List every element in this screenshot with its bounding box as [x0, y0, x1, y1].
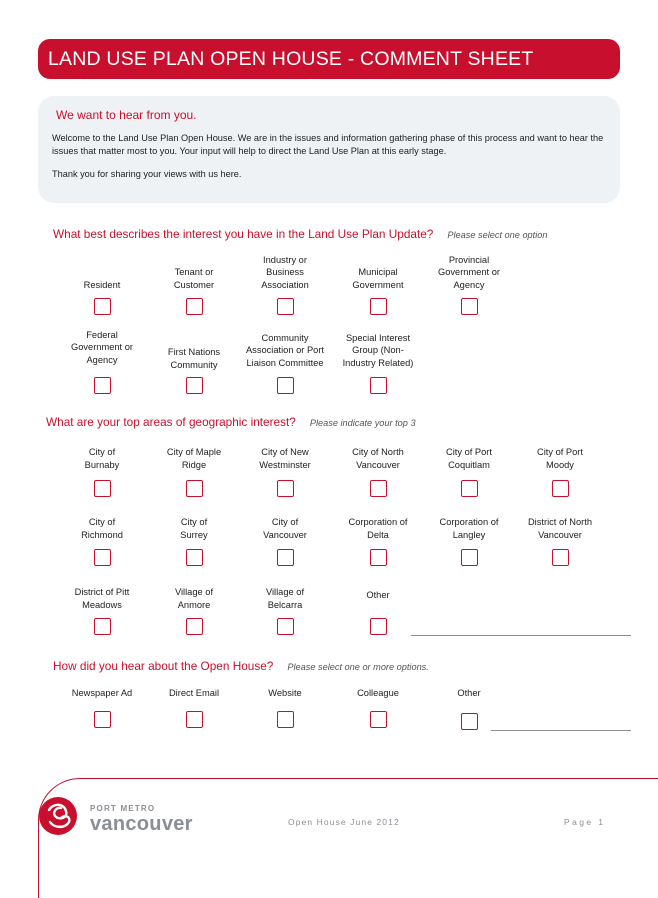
q3-option-label: Newspaper Ad: [71, 687, 133, 698]
checkbox-special-interest-group-non-industry-related[interactable]: [370, 377, 387, 394]
checkbox-city-of-vancouver[interactable]: [277, 549, 294, 566]
q2-option-label: District of Pitt Meadows: [74, 587, 130, 610]
q3-option-label: Colleague: [357, 687, 399, 698]
q1-option-label: Municipal Government: [352, 267, 404, 290]
intro-body: Welcome to the Land Use Plan Open House. We are in the issues and information gathering phase of this process and want to hear the issues that matter most to you. Your input will help to direct the Land Use Plan at this early stage.: [52, 133, 604, 156]
intro-panel: [38, 96, 620, 203]
checkbox-city-of-richmond[interactable]: [94, 549, 111, 566]
checkbox-city-of-burnaby[interactable]: [94, 480, 111, 497]
q1-option-label: Provincial Government or Agency: [437, 254, 500, 290]
q1-option-label: Federal Government or Agency: [70, 329, 133, 365]
checkbox-municipal-government[interactable]: [370, 298, 387, 315]
q2-option-label: City of Port Moody: [537, 447, 583, 470]
question-interest: [53, 225, 547, 243]
checkbox-website[interactable]: [277, 711, 294, 728]
checkbox-newspaper-ad[interactable]: [94, 711, 111, 728]
intro-thanks: Thank you for sharing your views with us here.: [52, 169, 242, 179]
q1-option-label: Industry or Business Association: [261, 254, 309, 290]
checkbox-city-of-surrey[interactable]: [186, 549, 203, 566]
question-source-note: Please select one or more options.: [287, 662, 429, 672]
checkbox-city-of-port-moody[interactable]: [552, 480, 569, 497]
q2-option-label: Other: [366, 589, 390, 600]
checkbox-district-of-pitt-meadows[interactable]: [94, 618, 111, 635]
q1-option-label: First Nations Community: [167, 347, 221, 370]
checkbox-city-of-maple-ridge[interactable]: [186, 480, 203, 497]
q2-option-label: District of North Vancouver: [527, 517, 593, 540]
q2-option-label: City of Surrey: [180, 517, 208, 540]
q2-option-label: City of Port Coquitlam: [446, 447, 492, 470]
q1-option-label: Tenant or Customer: [173, 267, 215, 290]
question-interest-text: What best describes the interest you have in the Land Use Plan Update?: [53, 227, 434, 241]
port-metro-logo: [90, 805, 193, 834]
checkbox-provincial-government-or-agency[interactable]: [461, 298, 478, 315]
q2-option-label: Corporation of Delta: [348, 517, 408, 540]
question-geography-note: Please indicate your top 3: [309, 418, 416, 428]
q1-option-label: Community Association or Port Liaison Committee: [245, 332, 325, 368]
q3-option-label: Direct Email: [168, 687, 220, 698]
checkbox-village-of-anmore[interactable]: [186, 618, 203, 635]
checkbox-city-of-north-vancouver[interactable]: [370, 480, 387, 497]
port-metro-logo-icon: [38, 796, 84, 836]
question-geography-text: What are your top areas of geographic interest?: [46, 415, 296, 429]
q3-option-label: Other: [457, 687, 481, 698]
checkbox-industry-or-business-association[interactable]: [277, 298, 294, 315]
q1-option-label: Special Interest Group (Non- Industry Related): [342, 332, 414, 368]
q2-option-label: City of New Westminster: [259, 447, 311, 470]
page-number: Page 1: [564, 817, 606, 827]
question-interest-note: Please select one option: [447, 230, 548, 240]
checkbox-direct-email[interactable]: [186, 711, 203, 728]
question-geography: [46, 413, 416, 431]
question-source-text: How did you hear about the Open House?: [53, 659, 274, 673]
q2-option-label: Corporation of Langley: [439, 517, 499, 540]
checkbox-colleague[interactable]: [370, 711, 387, 728]
other-source-line[interactable]: [491, 730, 631, 731]
q2-option-label: Village of Anmore: [174, 587, 214, 610]
q2-option-label: City of Vancouver: [263, 517, 307, 540]
footer-divider: [38, 778, 658, 898]
checkbox-district-of-north-vancouver[interactable]: [552, 549, 569, 566]
checkbox-resident[interactable]: [94, 298, 111, 315]
checkbox-corporation-of-delta[interactable]: [370, 549, 387, 566]
q3-option-label: Website: [268, 687, 302, 698]
checkbox-other[interactable]: [461, 713, 478, 730]
intro-heading: We want to hear from you.: [56, 108, 197, 122]
logo-big-text: vancouver: [90, 813, 193, 835]
q1-option-label: Resident: [83, 279, 121, 290]
checkbox-city-of-port-coquitlam[interactable]: [461, 480, 478, 497]
checkbox-tenant-or-customer[interactable]: [186, 298, 203, 315]
q2-option-label: Village of Belcarra: [265, 587, 305, 610]
other-geography-line[interactable]: [411, 635, 631, 636]
checkbox-village-of-belcarra[interactable]: [277, 618, 294, 635]
checkbox-city-of-new-westminster[interactable]: [277, 480, 294, 497]
q2-option-label: City of Maple Ridge: [166, 447, 222, 470]
checkbox-other[interactable]: [370, 618, 387, 635]
logo-small-text: PORT METRO: [90, 804, 156, 813]
checkbox-community-association-or-port-liaison-committee[interactable]: [277, 377, 294, 394]
page-title: LAND USE PLAN OPEN HOUSE - COMMENT SHEET: [38, 39, 620, 79]
footer-event: Open House June 2012: [288, 817, 400, 827]
q2-option-label: City of Burnaby: [84, 447, 120, 470]
q2-option-label: City of Richmond: [81, 517, 123, 540]
checkbox-first-nations-community[interactable]: [186, 377, 203, 394]
q2-option-label: City of North Vancouver: [352, 447, 404, 470]
question-source: [53, 657, 429, 675]
checkbox-corporation-of-langley[interactable]: [461, 549, 478, 566]
checkbox-federal-government-or-agency[interactable]: [94, 377, 111, 394]
